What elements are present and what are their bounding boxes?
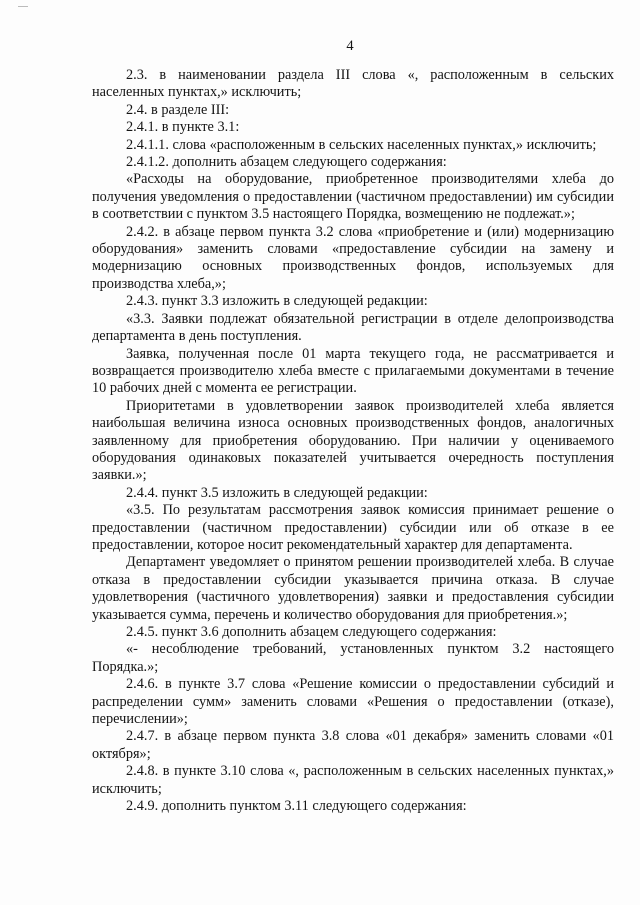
paragraph-2-4-8: 2.4.8. в пункте 3.10 слова «, расположенным в сельских населенных пунктах,» исключить; (92, 763, 614, 797)
paragraph-2-4-1: 2.4.1. в пункте 3.1: (126, 119, 240, 136)
quote-noncompliance: «- несоблюдение требований, установленных пунктом 3.2 настоящего Порядка.»; (92, 641, 614, 675)
quote-expenses: «Расходы на оборудование, приобретенное производителями хлеба до получения уведомления о предоставлении (частичном предоставлении) им субсидии в соответствии с пунктом 3.5 настоящего Порядка, возмещению не подлежат.»; (92, 171, 614, 223)
paragraph-2-4-1-1: 2.4.1.1. слова «расположенным в сельских населенных пунктах,» исключить; (126, 136, 597, 153)
paragraph-2-3: 2.3. в наименовании раздела III слова «, расположенным в сельских населенных пунктах,» исключить; (92, 67, 614, 101)
paragraph-2-4-5: 2.4.5. пункт 3.6 дополнить абзацем следующего содержания: (126, 624, 497, 640)
scan-artifact (18, 6, 28, 10)
paragraph-2-4-3: 2.4.3. пункт 3.3 изложить в следующей редакции: (126, 293, 428, 310)
page-number: 4 (346, 38, 354, 54)
quote-3-3: «3.3. Заявки подлежат обязательной регистрации в отделе делопроизводства департамента в день поступления. (92, 310, 614, 345)
document-body (92, 67, 614, 815)
paragraph-2-4-2: 2.4.2. в абзаце первом пункта 3.2 слова «приобретение и (или) модернизацию оборудования» заменить словами «предоставление субсидии на замену и модернизацию основных производственных фондов, используемых для производства хлеба,»; (92, 223, 614, 292)
paragraph-2-4: 2.4. в разделе III: (126, 101, 230, 118)
paragraph-2-4-1-2: 2.4.1.2. дополнить абзацем следующего содержания: (126, 154, 447, 171)
quote-priorities: Приоритетами в удовлетворении заявок производителей хлеба является наибольшая величина износа основных производственных фондов, аналогичных заявленному для приобретения оборудованию. При наличии у оцениваемого оборудования одинаковых показателей учитывается очередность поступления заявки.»; (92, 397, 614, 484)
paragraph-2-4-7: 2.4.7. в абзаце первом пункта 3.8 слова «01 декабря» заменить словами «01 октября»; (92, 728, 614, 762)
quote-department-notice: Департамент уведомляет о принятом решении производителей хлеба. В случае отказа в предоставлении субсидии указывается причина отказа. В случае удовлетворения (частичного удовлетворения) заявки и предоставления субсидии указывается сумма, перечень и количество оборудования для приобретения.»; (92, 554, 614, 623)
quote-application-return: Заявка, полученная после 01 марта текущего года, не рассматривается и возвращается производителю хлеба вместе с прилагаемыми документами в течение 10 рабочих дней с момента ее регистрации. (92, 345, 614, 397)
paragraph-2-4-9: 2.4.9. дополнить пунктом 3.11 следующего содержания: (126, 798, 467, 815)
quote-3-5: «3.5. По результатам рассмотрения заявок комиссия принимает решение о предоставлении (частичном предоставлении) субсидии или об отказе в ее предоставлении, которое носит рекомендательный характер для департамента. (92, 502, 614, 553)
paragraph-2-4-4: 2.4.4. пункт 3.5 изложить в следующей редакции: (126, 484, 428, 501)
paragraph-2-4-6: 2.4.6. в пункте 3.7 слова «Решение комиссии о предоставлении субсидий и распределении сумм» заменить словами «Решения о предоставлении (отказе), перечислении»; (92, 676, 614, 728)
